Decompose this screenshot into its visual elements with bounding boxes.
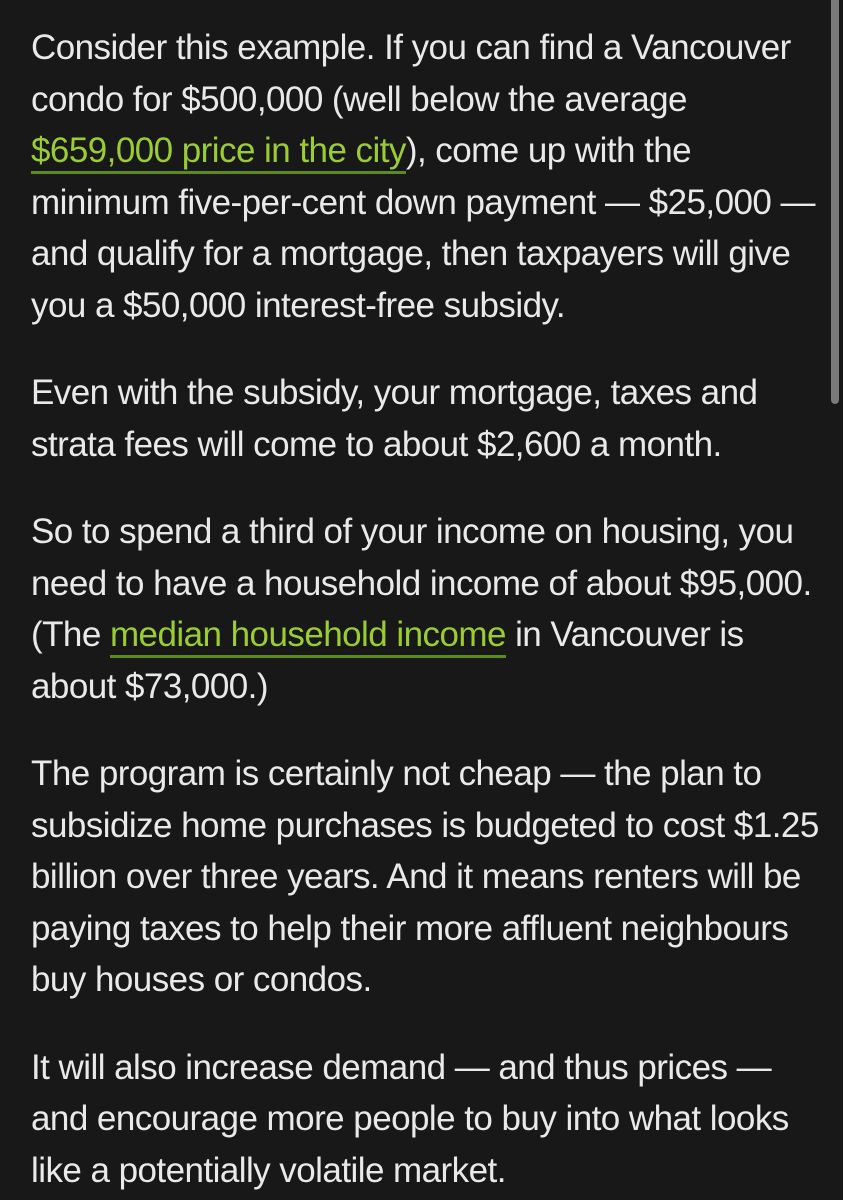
paragraph-5: It will also increase demand — and thus prices — and encourage more people to buy into what looks like a potentially volatile market. (31, 1047, 789, 1190)
paragraph-1-text-after: ), come up with the minimum five-per-cent down payment — $25,000 — and qualify for a mortgage, then taxpayers will give you a $50,000 interest-free subsidy. (31, 131, 815, 325)
paragraph-4: The program is certainly not cheap — the plan to subsidize home purchases is budgeted to cost $1.25 billion over three years. And it means renters will be paying taxes to help their more affluent neighbours buy houses or condos. (31, 754, 819, 999)
average-price-link[interactable]: $659,000 price in the city (31, 131, 406, 174)
paragraph-3-text-after: in Vancouver is about $73,000.) (31, 615, 744, 706)
article-body (31, 22, 821, 1200)
paragraph-1-text-before: Consider this example. If you can find a Vancouver condo for $500,000 (well below the average (31, 28, 791, 119)
paragraph-1 (31, 22, 821, 331)
paragraph-2: Even with the subsidy, your mortgage, taxes and strata fees will come to about $2,600 a month. (31, 373, 758, 464)
median-income-link[interactable]: median household income (110, 615, 506, 658)
scrollbar-thumb[interactable] (831, 0, 839, 404)
paragraph-3-text-before: So to spend a third of your income on housing, you need to have a household income of about $95,000. (The (31, 512, 812, 654)
paragraph-3 (31, 506, 821, 712)
scrollbar[interactable] (829, 0, 843, 1200)
